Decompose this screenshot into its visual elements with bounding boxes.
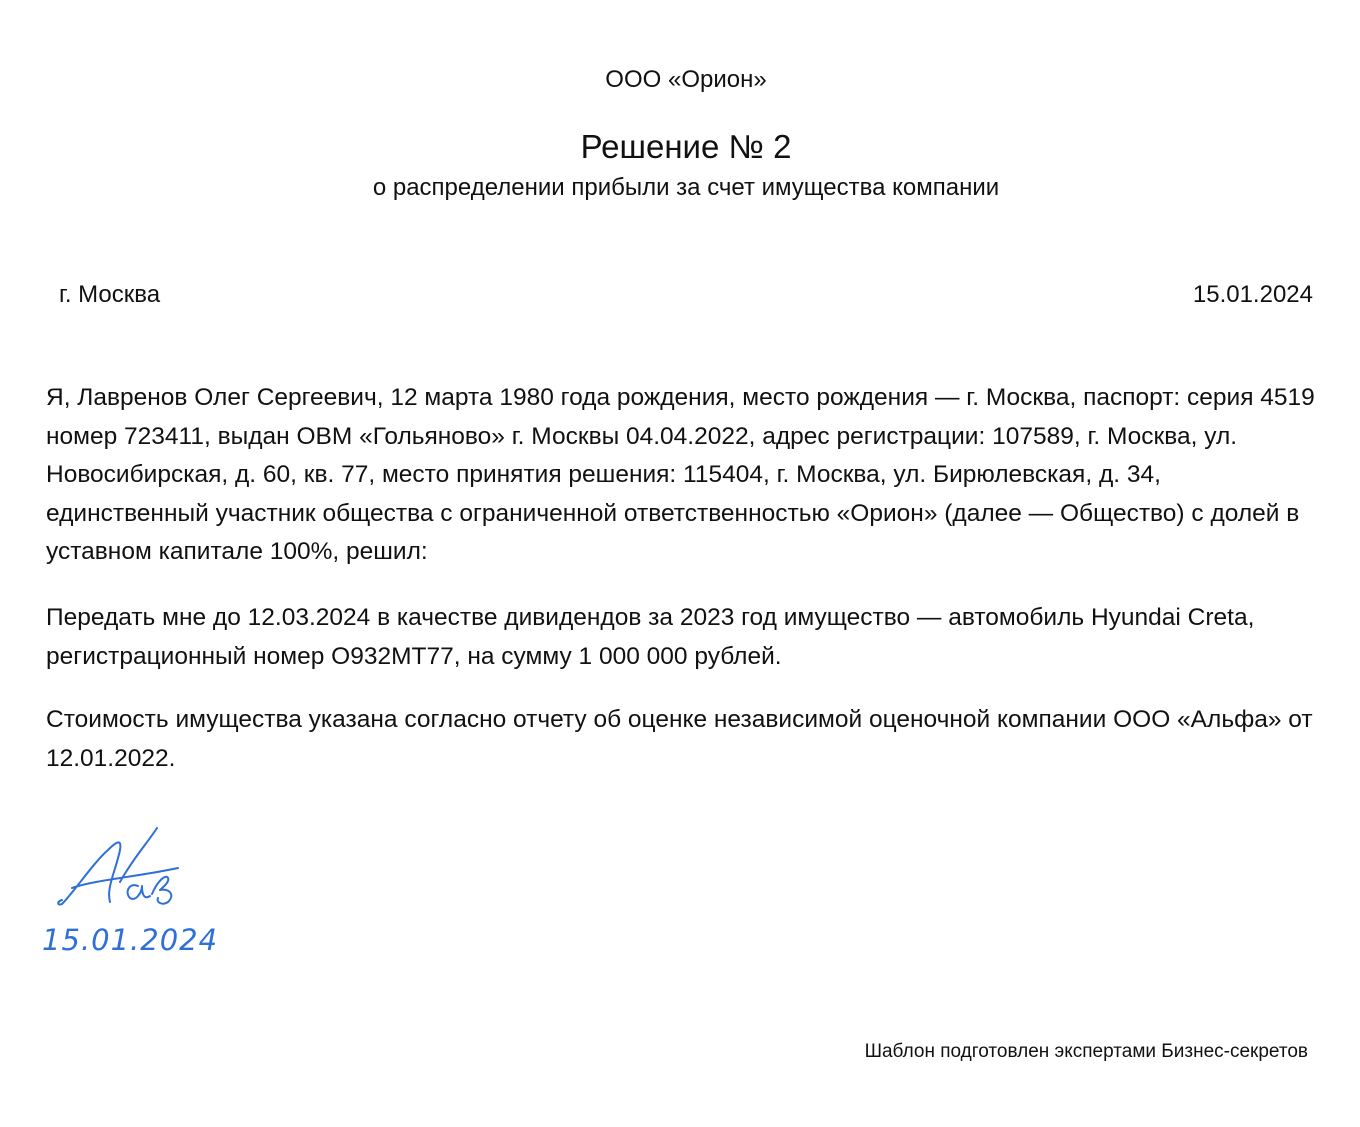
document-city: г. Москва xyxy=(59,281,161,308)
decision-paragraph-valuation: Стоимость имущества указана согласно отчету об оценке независимой оценочной компании ООО «Альфа» от 12.01.2022. xyxy=(46,706,1313,772)
template-credit: Шаблон подготовлен экспертами Бизнес-секретов xyxy=(864,1041,1308,1062)
decision-paragraph-participant: Я, Лавренов Олег Сергеевич, 12 марта 1980 года рождения, место рождения — г. Москва, паспорт: серия 4519 номер 723411, выдан ОВМ «Гольяново» г. Москвы 04.04.2022, адрес регистрации: 107589, г. Москва, ул. Новосибирская, д. 60, кв. 77, место принятия решения: 115404, г. Москва, ул. Бирюлевская, д. 34, единственный участник общества с ограниченной ответственностью «Орион» (далее — Общество) с долей в уставном капитале 100%, решил: xyxy=(46,384,1315,565)
handwritten-signature xyxy=(50,822,200,922)
document-subtitle: о распределении прибыли за счет имущества компании xyxy=(372,174,1000,201)
signature-date: 15.01.2024 xyxy=(42,923,219,957)
company-name: ООО «Орион» xyxy=(605,66,767,93)
document-date: 15.01.2024 xyxy=(1192,281,1313,308)
decision-paragraph-transfer: Передать мне до 12.03.2024 в качестве дивидендов за 2023 год имущество — автомобиль Hyundai Creta, регистрационный номер О932МТ77, на сумму 1 000 000 рублей. xyxy=(46,604,1255,670)
document-title: Решение № 2 xyxy=(580,128,792,165)
